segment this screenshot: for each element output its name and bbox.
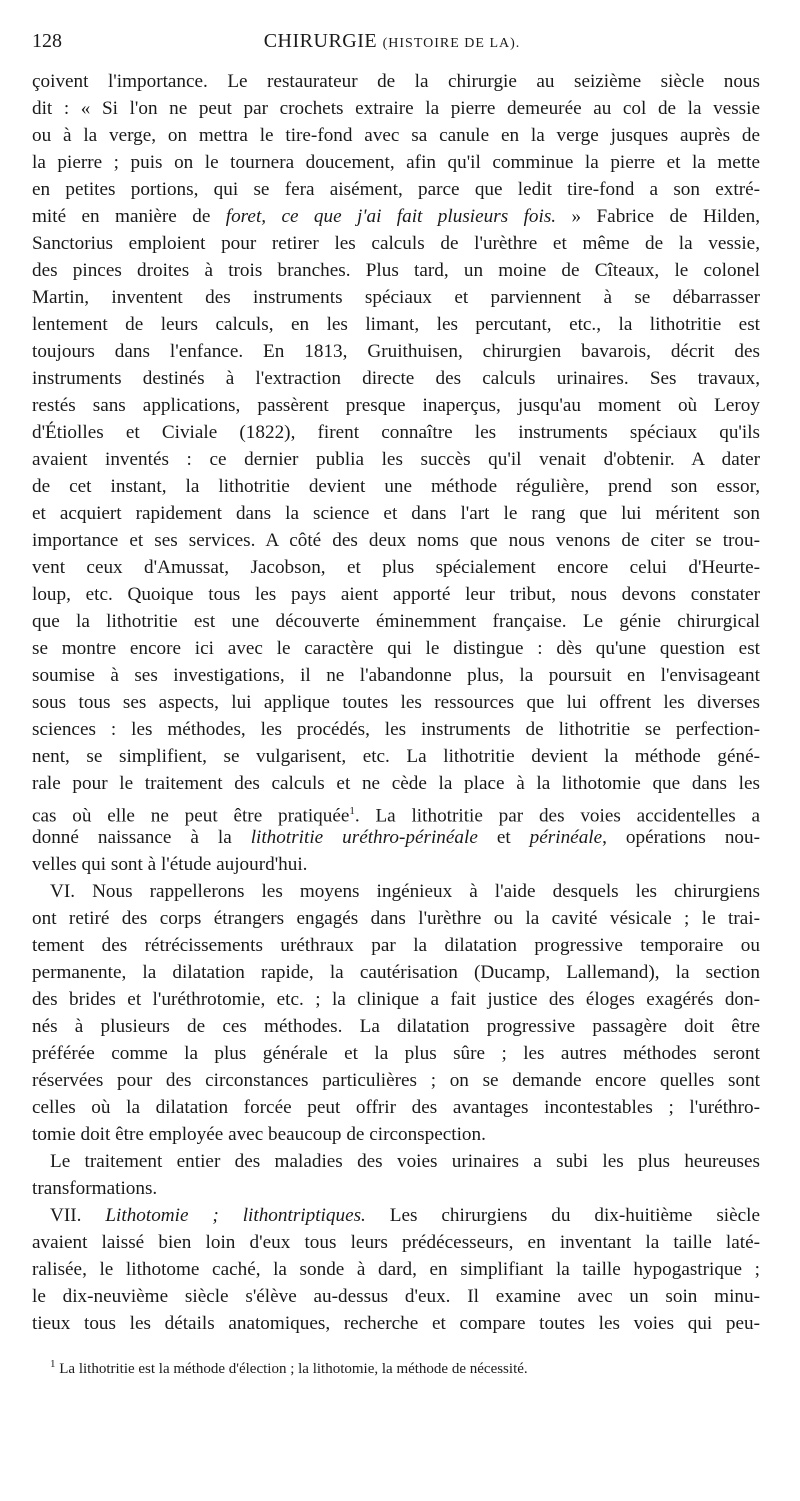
text-line: que la lithotritie est une découverte éminemment française. Le génie chirurgical [32, 611, 760, 632]
text-line: vent ceux d'Amussat, Jacobson, et plus spécialement encore celui d'Heurte- [32, 557, 760, 578]
term-italic: périnéale [529, 827, 603, 848]
text-line: rale pour le traitement des calculs et ne cède la place à la lithotomie que dans les [32, 773, 760, 794]
text-line: sciences : les méthodes, les procédés, les instruments de lithotritie se perfection- [32, 719, 760, 740]
text-line: restés sans applications, passèrent presque inaperçus, jusqu'au moment où Leroy [32, 395, 760, 416]
text-line: tement des rétrécissements uréthraux par la dilatation progressive temporaire ou [32, 935, 760, 956]
text-line [32, 825, 760, 851]
text-line: des pinces droites à trois branches. Plus tard, un moine de Cîteaux, le colonel [32, 260, 760, 281]
text-line: et acquiert rapidement dans la science et dans l'art le rang que lui méritent son [32, 503, 760, 524]
text-line: la pierre ; puis on le tournera doucement, afin qu'il comminue la pierre et la mette [32, 152, 760, 173]
text-run: . La lithotritie par des voies accidentelles a [354, 805, 760, 827]
text-run: Les chirurgiens du dix-huitième siècle [365, 1205, 761, 1226]
text-run: » Fabrice de Hilden, [556, 206, 760, 227]
text-run: donné naissance à la [32, 827, 251, 848]
text-line: soumise à ses investigations, il ne l'abandonne plus, la poursuit en l'envisageant [32, 665, 760, 686]
term-italic: lithotritie uréthro-périnéale [250, 827, 478, 848]
footnote [50, 1354, 528, 1379]
running-title-sub: (HISTOIRE DE LA). [382, 36, 521, 51]
text-line: avaient inventés : ce dernier publia les succès qu'il venait d'obtenir. A dater [32, 449, 760, 470]
text-line: VI. Nous rappellerons les moyens ingénieux à l'aide desquels les chirurgiens [50, 881, 760, 902]
text-line: celles où la dilatation forcée peut offrir des avantages incontestables ; l'uréthro- [32, 1097, 760, 1118]
text-line: dit : « Si l'on ne peut par crochets extraire la pierre demeurée au col de la vessie [32, 98, 760, 119]
footnote-marker: 1 [50, 1358, 56, 1370]
text-line: velles qui sont à l'étude aujourd'hui. [32, 854, 308, 875]
text-line: Le traitement entier des maladies des voies urinaires a subi les plus heureuses [50, 1151, 760, 1172]
text-line: loup, etc. Quoique tous les pays aient apporté leur tribut, nous devons constater [32, 584, 760, 605]
text-line: nés à plusieurs de ces méthodes. La dilatation progressive passagère doit être [32, 1016, 760, 1037]
text-line: instruments destinés à l'extraction directe des calculs urinaires. Ses travaux, [32, 368, 760, 389]
text-run: cas où elle ne peut être pratiquée [32, 805, 350, 827]
text-line: permanente, la dilatation rapide, la cautérisation (Ducamp, Lallemand), la section [32, 962, 760, 983]
text-line: préférée comme la plus générale et la plus sûre ; les autres méthodes seront [32, 1043, 760, 1064]
text-line: sous tous ses aspects, lui applique toutes les ressources que lui offrent les diverses [32, 692, 760, 713]
text-line [50, 1203, 760, 1229]
text-run: et [477, 827, 530, 848]
running-title [32, 30, 752, 53]
footnote-text: La lithotritie est la méthode d'élection ; la lithotomie, la méthode de nécessité. [55, 1361, 528, 1377]
text-line: Sanctorius emploient pour retirer les calculs de l'urèthre et même de la vessie, [32, 233, 760, 254]
text-line: d'Étiolles et Civiale (1822), firent connaître les instruments spéciaux qu'ils [32, 422, 760, 443]
text-line: importance et ses services. A côté des deux noms que nous venons de citer se trou- [32, 530, 760, 551]
section-heading-italic: Lithotomie ; lithontriptiques. [105, 1205, 366, 1226]
running-header [32, 30, 752, 58]
running-title-main: CHIRURGIE [263, 30, 378, 52]
text-line: ou à la verge, on mettra le tire-fond avec sa canule en la verge jusques auprès de [32, 125, 760, 146]
text-line: de cet instant, la lithotritie devient une méthode régulière, prend son essor, [32, 476, 760, 497]
text-line: des brides et l'uréthrotomie, etc. ; la clinique a fait justice des éloges exagérés don- [32, 989, 760, 1010]
text-line: le dix-neuvième siècle s'élève au-dessus d'eux. Il examine avec un soin minu- [32, 1286, 760, 1307]
quote-italic: foret, ce que j'ai fait plusieurs fois. [225, 206, 557, 227]
text-line: nent, se simplifient, se vulgarisent, etc. La lithotritie devient la méthode géné- [32, 746, 760, 767]
text-line: réservées pour des circonstances particulières ; on se demande encore quelles sont [32, 1070, 760, 1091]
page-number: 128 [32, 30, 62, 52]
text-line: se montre encore ici avec le caractère qui le distingue : dès qu'une question est [32, 638, 760, 659]
text-line: toujours dans l'enfance. En 1813, Gruithuisen, chirurgien bavarois, décrit des [32, 341, 760, 362]
text-line: transformations. [32, 1178, 158, 1199]
text-line: lentement de leurs calculs, en les limant, les percutant, etc., la lithotritie est [32, 314, 760, 335]
text-line: ralisée, le lithotome caché, la sonde à dard, en simplifiant la taille hypogastrique ; [32, 1259, 760, 1280]
text-line: avaient laissé bien loin d'eux tous leurs prédécesseurs, en inventant la taille laté- [32, 1232, 760, 1253]
section-number: VII. [50, 1205, 106, 1226]
text-line: çoivent l'importance. Le restaurateur de la chirurgie au seizième siècle nous [32, 71, 760, 92]
text-run: , opérations nou- [602, 827, 760, 848]
text-line: en petites portions, qui se fera aisément, parce que ledit tire-fond a son extré- [32, 179, 760, 200]
text-line: tieux tous les détails anatomiques, recherche et compare toutes les voies qui peu- [32, 1313, 760, 1334]
footnote-ref: 1 [349, 805, 355, 817]
text-line [32, 798, 760, 827]
text-run: mité en manière de [32, 206, 226, 227]
text-line: tomie doit être employée avec beaucoup de circonspection. [32, 1124, 486, 1145]
text-line: ont retiré des corps étrangers engagés dans l'urèthre ou la cavité vésicale ; le trai- [32, 908, 760, 929]
text-line: Martin, inventent des instruments spéciaux et parviennent à se débarrasser [32, 287, 760, 308]
text-line [32, 204, 760, 230]
